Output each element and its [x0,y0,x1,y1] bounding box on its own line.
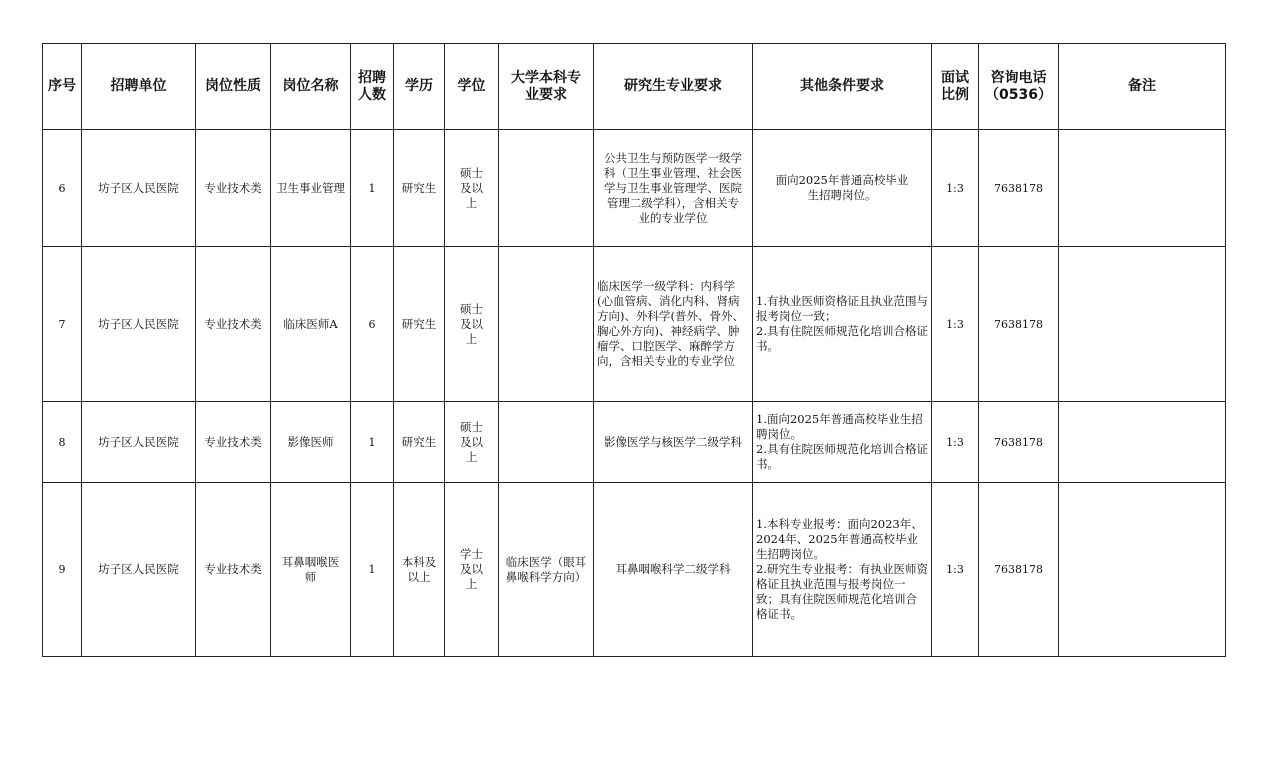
cell-grad: 公共卫生与预防医学一级学科（卫生事业管理、社会医学与卫生事业管理学、医院管理二级学科），含相关专业的专业学位 [594,130,753,247]
cell-undergrad: 临床医学（眼耳鼻喉科学方向） [499,483,594,657]
cell-seq: 9 [43,483,82,657]
cell-grad: 耳鼻咽喉科学二级学科 [594,483,753,657]
table-row [43,247,1226,402]
table-row [43,130,1226,247]
header-undergrad: 大学本科专业要求 [499,44,594,130]
header-remark: 备注 [1059,44,1226,130]
cell-degree: 硕士及以上 [445,402,499,483]
header-ratio: 面试比例 [932,44,979,130]
cell-phone: 7638178 [979,402,1059,483]
cell-phone: 7638178 [979,247,1059,402]
recruitment-table [42,43,1226,657]
cell-post: 卫生事业管理 [271,130,351,247]
cell-unit: 坊子区人民医院 [82,483,196,657]
cell-remark [1059,483,1226,657]
cell-nature: 专业技术类 [196,130,271,247]
header-degree: 学位 [445,44,499,130]
cell-grad: 影像医学与核医学二级学科 [594,402,753,483]
header-nature: 岗位性质 [196,44,271,130]
cell-other: 面向2025年普通高校毕业生招聘岗位。 [753,130,932,247]
header-post: 岗位名称 [271,44,351,130]
cell-count: 6 [351,247,394,402]
cell-phone: 7638178 [979,130,1059,247]
cell-undergrad [499,247,594,402]
header-grad: 研究生专业要求 [594,44,753,130]
cell-degree: 硕士及以上 [445,130,499,247]
header-phone-label: 咨询电话 [990,69,1047,86]
cell-ratio: 1:3 [932,130,979,247]
header-phone [979,44,1059,130]
header-unit: 招聘单位 [82,44,196,130]
cell-unit: 坊子区人民医院 [82,247,196,402]
cell-edu: 研究生 [394,130,445,247]
cell-seq: 7 [43,247,82,402]
cell-degree: 硕士及以上 [445,247,499,402]
cell-other: 1.有执业医师资格证且执业范围与报考岗位一致； 2.具有住院医师规范化培训合格证书。 [753,247,932,402]
cell-post: 影像医师 [271,402,351,483]
cell-remark [1059,130,1226,247]
cell-degree: 学士及以上 [445,483,499,657]
cell-count: 1 [351,483,394,657]
cell-nature: 专业技术类 [196,247,271,402]
cell-count: 1 [351,130,394,247]
header-count: 招聘人数 [351,44,394,130]
header-phone-area-code: （0536） [985,86,1052,103]
cell-other: 1.本科专业报考：面向2023年、2024年、2025年普通高校毕业生招聘岗位。 2.研究生专业报考：有执业医师资格证且执业范围与报考岗位一致；具有住院医师规范化培训合格证书。 [753,483,932,657]
cell-count: 1 [351,402,394,483]
cell-post: 临床医师A [271,247,351,402]
cell-grad: 临床医学一级学科：内科学(心血管病、消化内科、肾病方向)、外科学(普外、骨外、胸心外方向)、神经病学、肿瘤学、口腔医学、麻醉学方向，含相关专业的专业学位 [594,247,753,402]
cell-undergrad [499,130,594,247]
cell-ratio: 1:3 [932,402,979,483]
table-row [43,402,1226,483]
cell-remark [1059,402,1226,483]
cell-ratio: 1:3 [932,483,979,657]
cell-unit: 坊子区人民医院 [82,402,196,483]
cell-seq: 8 [43,402,82,483]
header-row [43,44,1226,130]
cell-ratio: 1:3 [932,247,979,402]
header-other: 其他条件要求 [753,44,932,130]
cell-undergrad [499,402,594,483]
cell-other: 1.面向2025年普通高校毕业生招聘岗位。 2.具有住院医师规范化培训合格证书。 [753,402,932,483]
cell-unit: 坊子区人民医院 [82,130,196,247]
cell-edu: 研究生 [394,247,445,402]
table-row [43,483,1226,657]
cell-edu: 本科及以上 [394,483,445,657]
cell-remark [1059,247,1226,402]
cell-edu: 研究生 [394,402,445,483]
cell-seq: 6 [43,130,82,247]
cell-post: 耳鼻咽喉医师 [271,483,351,657]
cell-phone: 7638178 [979,483,1059,657]
header-edu: 学历 [394,44,445,130]
cell-nature: 专业技术类 [196,483,271,657]
cell-nature: 专业技术类 [196,402,271,483]
header-seq: 序号 [43,44,82,130]
